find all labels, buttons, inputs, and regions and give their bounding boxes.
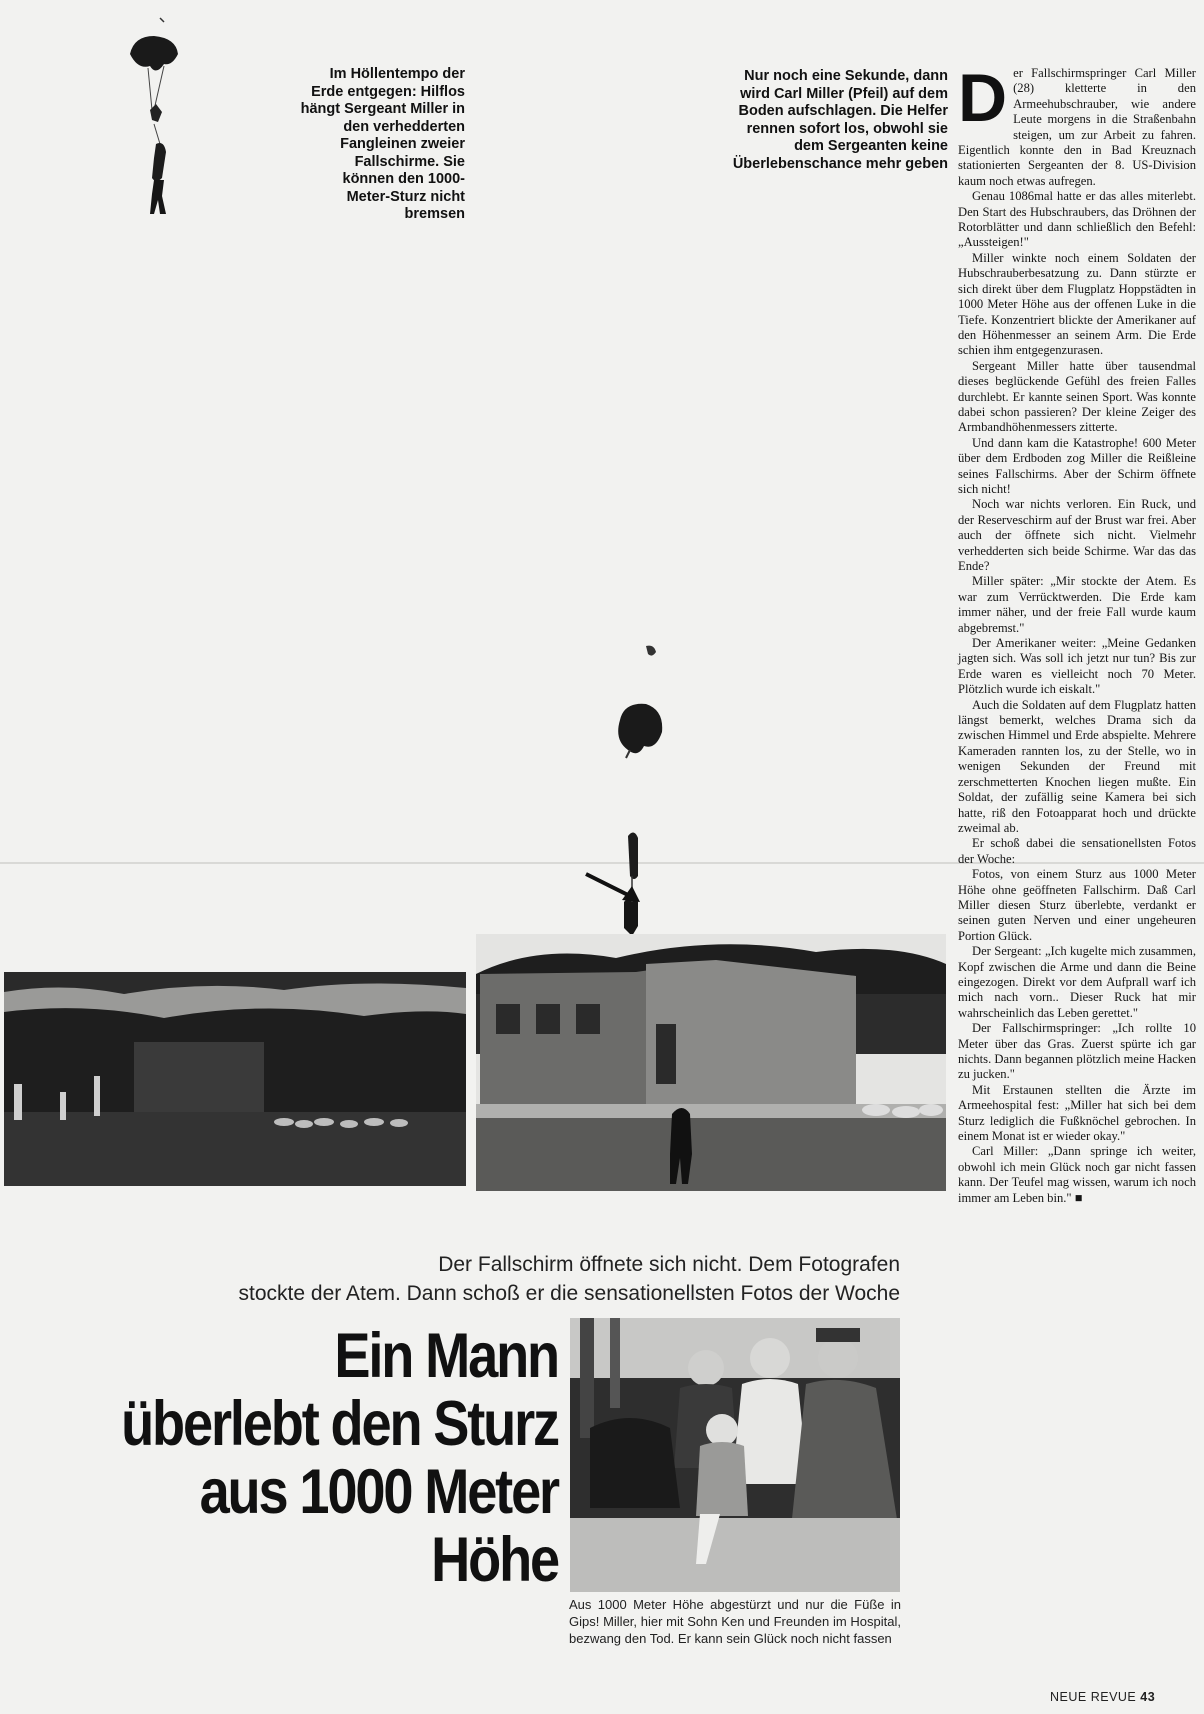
subheadline <box>60 1250 900 1308</box>
article-paragraph: Noch war nichts verloren. Ein Ruck, und der Reserveschirm auf der Brust war frei. Aber auch der öffnete sich nicht. Vielmehr verhedderten sich beide Schirme. War das das Ende? <box>958 497 1196 573</box>
subheadline-line: Der Fallschirm öffnete sich nicht. Dem Fotografen <box>438 1253 900 1276</box>
photo-caption-left: Im Höllentempo der Erde entgegen: Hilflos hängt Sergeant Miller in den verhedderten Fangleinen zweier Fallschirme. Sie können den 1000-Meter-Sturz nicht bremsen <box>300 66 465 222</box>
hospital-family-photo <box>570 1318 900 1592</box>
article-paragraph: Carl Miller: „Dann springe ich weiter, obwohl ich mein Glück noch gar nicht fassen kann. Der Teufel mag wissen, warum ich noch immer am Leben bin." ■ <box>958 1144 1196 1205</box>
article-paragraph: Miller später: „Mir stockte der Atem. Es war zum Verrücktwerden. Die Erde kam immer näher, und der freie Fall wurde kaum abgebremst." <box>958 574 1196 635</box>
article-paragraph: Auch die Soldaten auf dem Flugplatz hatten längst bemerkt, welches Drama sich da zwischen Himmel und Erde abspielte. Mehrere Kameraden rannten los, zu der Stelle, wo in wenigen Sekunden der Freund mit zerschmetterten Knochen liegen mußte. Ein Soldat, der zufällig seine Kamera bei sich hatte, riß den Fotoapparat hoch und drückte zweimal ab. <box>958 697 1196 835</box>
article-paragraph: Fotos, von einem Sturz aus 1000 Meter Höhe ohne geöffneten Fallschirm. Daß Carl Miller diesen Sturz überlebte, verdankt er seinen guten Nerven und einer ungeheuren Portion Glück. <box>958 867 1196 943</box>
article-body <box>958 60 1196 1206</box>
magazine-name: NEUE REVUE <box>1050 1690 1137 1704</box>
headline-line: aus 1000 Meter <box>199 1457 558 1527</box>
article-paragraph: Der Fallschirmspringer: „Ich rollte 10 Meter über das Gras. Zuerst spürte ich gar nichts. Dann begannen plötzlich meine Hacken zu jucken." <box>958 1021 1196 1082</box>
article-paragraph: Der Sergeant: „Ich kugelte mich zusammen, Kopf zwischen die Arme und dann die Beine eingezogen. Direkt vor dem Aufprall warf ich mich nach vorn.. Dieser Ruck hat mir wahrscheinlich das Leben gerettet." <box>958 944 1196 1020</box>
photo-caption-right: Nur noch eine Sekunde, dann wird Carl Miller (Pfeil) auf dem Boden aufschlagen. Die Helfer rennen sofort los, obwohl sie dem Sergeanten keine Überlebenschance mehr geben <box>732 68 948 172</box>
airfield-photo-left <box>4 972 466 1186</box>
article-paragraph: Der Amerikaner weiter: „Meine Gedanken jagten sich. Was soll ich jetzt nur tun? Bis zur Erde waren es vielleicht noch 70 Meter. Plötzlich wurde ich eiskalt." <box>958 636 1196 697</box>
headline-line: Höhe <box>431 1525 558 1595</box>
drop-cap: D <box>958 60 1008 136</box>
headline-line: überlebt den Sturz <box>121 1389 559 1459</box>
article-paragraph: Sergeant Miller hatte über tausendmal dieses beglückende Gefühl des freien Falles durchlebt. Er kannte seinen Sport. Was konnte dabei schon passieren? Der kleine Zeiger des Armbandhöhenmessers zitterte. <box>958 358 1196 435</box>
parachutist-small-figure <box>120 14 190 224</box>
headline-line: Ein Mann <box>334 1321 558 1391</box>
headline <box>104 1322 558 1594</box>
airfield-photo-right <box>476 934 946 1191</box>
page-number: 43 <box>1140 1690 1156 1704</box>
article-paragraph: Er schoß dabei die sensationellsten Fotos der Woche: <box>958 836 1196 866</box>
pfeil-arrow-icon <box>582 870 646 910</box>
article-paragraph: Genau 1086mal hatte er das alles miterlebt. Den Start des Hubschraubers, das Dröhnen der Rotorblätter und dann schließlich den Befehl: „Aussteigen!" <box>958 189 1196 250</box>
subheadline-line: stockte der Atem. Dann schoß er die sensationellsten Fotos der Woche <box>238 1282 900 1305</box>
hospital-photo-caption: Aus 1000 Meter Höhe abgestürzt und nur die Füße in Gips! Miller, hier mit Sohn Ken und Freunden im Hospital, bezwang den Tod. Er kann sein Glück noch nicht fassen <box>569 1597 901 1646</box>
article-paragraph: Miller winkte noch einem Soldaten der Hubschrauberbesatzung zu. Dann stürzte er sich direkt über dem Flugplatz Hoppstädten in 1000 Meter Höhe aus der offenen Luke in die Tiefe. Konzentriert blickte der Amerikaner auf den Höhenmesser an seinem Arm. Die Erde schien ihm entgegenzurasen. <box>958 250 1196 358</box>
page-footer <box>1050 1690 1155 1704</box>
article-paragraph: Mit Erstaunen stellten die Ärzte im Armeehospital fest: „Miller hat sich bei dem Sturz lediglich die Fußknöchel gebrochen. In einem Monat ist er wieder okay." <box>958 1082 1196 1144</box>
article-paragraph: Der Fallschirmspringer Carl Miller (28) kletterte in den Armeehubschrauber, wie andere Leute morgens in die Straßenbahn steigen, um zur Arbeit zu fahren. Eigentlich konnte den in Bad Kreuznach stationierten Sergeanten der 8. US-Division kaum noch etwas aufregen. <box>958 60 1196 188</box>
article-paragraph: Und dann kam die Katastrophe! 600 Meter über dem Erdboden zog Miller die Reißleine seines Fallschirms. Aber der Schirm öffnete sich nicht! <box>958 435 1196 496</box>
